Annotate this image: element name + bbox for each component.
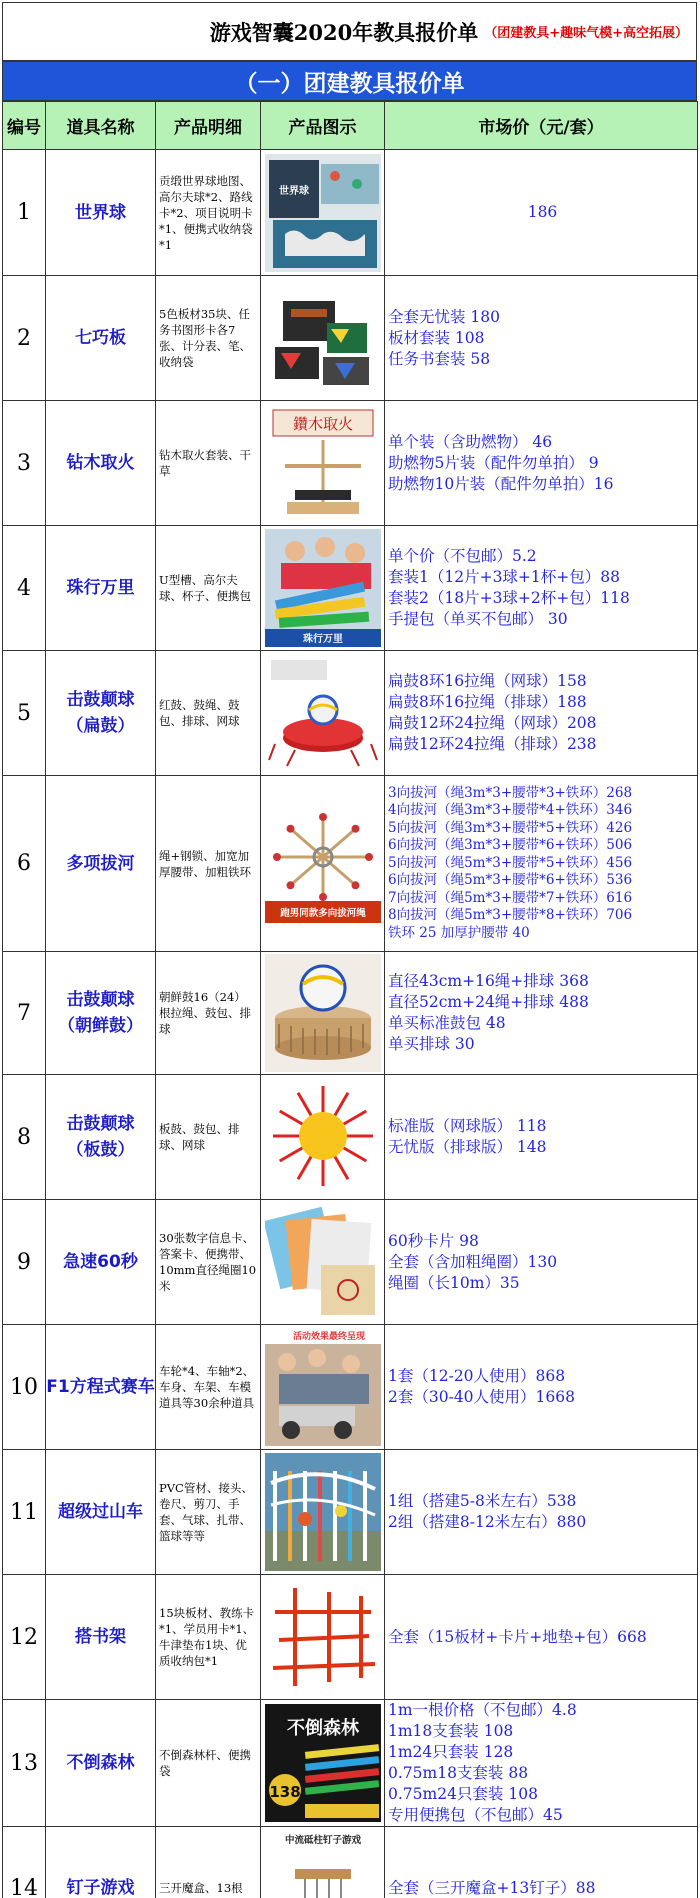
price-line: 5向拔河（绳5m*3+腰带*5+铁环）456 [388,854,633,871]
bookshelf-boards-photo [265,1578,381,1696]
sheet-title: 游戏智囊2020年教具报价单 [209,19,479,45]
item-number: 4 [3,526,46,651]
item-name-line: 超级过山车 [58,1502,143,1522]
price-line: 标准版（网球版） 118 [388,1117,547,1135]
price-line: 助燃物5片装（配件勿单拍） 9 [388,453,599,472]
price-line: 无忧版（排球版） 148 [388,1138,547,1156]
u-channel-game-photo [265,529,381,647]
item-image-cell [261,401,385,526]
item-price [385,1075,698,1200]
item-name-line: 七巧板 [75,328,126,348]
item-number: 10 [3,1325,46,1450]
roller-coaster-pipes-photo [265,1453,381,1571]
item-detail: 红鼓、鼓绳、鼓包、排球、网球 [156,651,261,776]
nail-game-photo [265,1829,381,1898]
item-name [46,276,156,401]
item-name-line: 击鼓颠球 [66,690,135,710]
item-image-cell [261,1200,385,1325]
price-line: 1m一根价格（不包邮）4.8 [388,1701,577,1719]
item-price [385,1575,698,1700]
item-detail: 不倒森林杆、便携袋 [156,1700,261,1827]
svg-text:不倒森林: 不倒森林 [286,1718,359,1739]
item-detail: 板鼓、鼓包、排球、网球 [156,1075,261,1200]
price-line: 0.75m18支套装 88 [388,1764,529,1782]
price-line: 8向拔河（绳5m*3+腰带*8+铁环）706 [388,907,633,924]
item-price [385,401,698,526]
board-drum-photo [265,1078,381,1196]
item-image-cell [261,1325,385,1450]
item-number: 9 [3,1200,46,1325]
title-bar [2,2,697,61]
item-detail: 5色板材35块、任务书图形卡各7张、计分表、笔、收纳袋 [156,276,261,401]
item-number: 3 [3,401,46,526]
item-number: 11 [3,1450,46,1575]
item-name-line: 急速60秒 [63,1252,138,1272]
item-detail: 15块板材、教练卡*1、学员用卡*1、牛津垫布1块、优质收纳包*1 [156,1575,261,1700]
item-image-cell [261,776,385,952]
table-row [3,651,698,776]
item-name [46,1325,156,1450]
price-line: 助燃物10片装（配件勿单拍）16 [388,474,614,493]
item-detail: 绳+钢锁、加宽加厚腰带、加粗铁环 [156,776,261,952]
item-name-line: （朝鲜鼓） [58,1016,143,1036]
table-row [3,276,698,401]
item-name-line: 不倒森林 [66,1753,135,1773]
item-image-cell [261,276,385,401]
item-number: 1 [3,150,46,276]
price-line: 全套（含加粗绳圈）130 [388,1252,558,1271]
standing-forest-poles-photo [265,1704,381,1822]
svg-text:鑽木取火: 鑽木取火 [292,415,353,433]
item-detail: U型槽、高尔夫球、杯子、便携包 [156,526,261,651]
f1-race-car-photo [265,1328,381,1446]
sheet-subtitle: （团建教具+趣味气模+高空拓展） [484,26,688,41]
item-name [46,776,156,952]
item-name [46,526,156,651]
sixty-seconds-cards-photo [265,1203,381,1321]
item-name-line: （板鼓） [66,1140,135,1160]
price-line: 全套（15板材+卡片+地垫+包）668 [388,1627,647,1646]
svg-text:珠行万里: 珠行万里 [302,634,343,645]
price-line: 套装1（12片+3球+1杯+包）88 [388,568,620,586]
item-name [46,1075,156,1200]
price-line: 手提包（单买不包邮） 30 [388,610,568,628]
item-number: 8 [3,1075,46,1200]
price-line: 3向拔河（绳3m*3+腰带*3+铁环）268 [388,784,633,801]
price-line: 绳圈（长10m）35 [388,1273,520,1292]
item-number: 14 [3,1827,46,1898]
item-name [46,1827,156,1898]
price-line: 4向拔河（绳3m*3+腰带*4+铁环）346 [388,802,633,819]
item-price [385,952,698,1075]
price-line: 6向拔河（绳3m*3+腰带*6+铁环）506 [388,837,633,854]
price-line: 1套（12-20人使用）868 [388,1367,566,1385]
item-price [385,776,698,952]
item-detail: PVC管材、接头、卷尺、剪刀、手套、气球、扎带、篮球等等 [156,1450,261,1575]
price-line: 扁鼓8环16拉绳（排球）188 [388,693,587,711]
header-number: 编号 [3,102,46,150]
drum-bounce-flat-photo [265,654,381,772]
item-name [46,1450,156,1575]
item-price [385,1200,698,1325]
item-image-cell [261,1450,385,1575]
table-row [3,776,698,952]
item-name-line: 多项拔河 [66,853,135,874]
price-line: 单个价（不包邮）5.2 [388,547,537,565]
item-price [385,1450,698,1575]
table-row [3,952,698,1075]
item-price [385,651,698,776]
korean-drum-photo [265,954,381,1072]
svg-text:中流砥柱钉子游戏: 中流砥柱钉子游戏 [284,1835,361,1846]
item-image-cell [261,952,385,1075]
price-line: 直径43cm+16绳+排球 368 [388,972,589,990]
item-image-cell [261,1075,385,1200]
multi-tug-of-war-photo [265,805,381,923]
item-number: 2 [3,276,46,401]
item-number: 7 [3,952,46,1075]
table-row [3,1827,698,1898]
price-line: 2组（搭建8-12米左右）880 [388,1513,587,1531]
item-image-cell [261,150,385,276]
item-name-line: F1方程式赛车 [46,1377,155,1397]
price-line: 板材套装 108 [388,328,485,347]
item-image-cell [261,651,385,776]
price-line: 套装2（18片+3球+2杯+包）118 [388,589,630,607]
item-name-line: 击鼓颠球 [66,1114,135,1134]
svg-text:活动效果最终呈现: 活动效果最终呈现 [292,1332,365,1342]
item-detail: 钻木取火套装、干草 [156,401,261,526]
item-price [385,1827,698,1898]
item-name [46,651,156,776]
item-name [46,1575,156,1700]
item-name [46,952,156,1075]
item-image-cell [261,1575,385,1700]
item-name-line: 世界球 [75,202,126,223]
price-line: 1组（搭建5-8米左右）538 [388,1492,577,1510]
table-row [3,1200,698,1325]
price-line: 扁鼓12环24拉绳（网球）208 [388,714,597,732]
header-product-image: 产品图示 [261,102,385,150]
item-number: 5 [3,651,46,776]
table-row [3,1325,698,1450]
item-name [46,1200,156,1325]
price-line: 单买排球 30 [388,1035,475,1053]
table-row [3,150,698,276]
item-name-line: 搭书架 [75,1627,126,1647]
item-name [46,1700,156,1827]
price-line: 任务书套装 58 [388,349,491,368]
item-detail: 三开魔盒、13根 [156,1827,261,1898]
item-detail: 30张数字信息卡、答案卡、便携带、10mm直径绳圈10米 [156,1200,261,1325]
table-row [3,1450,698,1575]
item-name [46,401,156,526]
table-row [3,1575,698,1700]
svg-text:世界球: 世界球 [278,185,309,197]
header-item-name: 道具名称 [46,102,156,150]
item-price [385,1325,698,1450]
item-name-line: 击鼓颠球 [66,990,135,1010]
svg-text:跑男同款多向拔河绳: 跑男同款多向拔河绳 [279,907,366,919]
section-header: （一）团建教具报价单 [2,61,697,101]
header-product-detail: 产品明细 [156,102,261,150]
price-line: 5向拔河（绳3m*3+腰带*5+铁环）426 [388,819,633,836]
header-market-price: 市场价（元/套） [385,102,698,150]
item-detail: 车轮*4、车轴*2、车身、车架、车模道具等30余种道具 [156,1325,261,1450]
item-number: 6 [3,776,46,952]
item-detail: 朝鲜鼓16（24）根拉绳、鼓包、排球 [156,952,261,1075]
world-map-product-photo [265,154,381,272]
item-price [385,526,698,651]
svg-text:138: 138 [268,1783,301,1801]
price-line: 60秒卡片 98 [388,1231,479,1250]
item-price [385,1700,698,1827]
price-line: 专用便携包（不包邮）45 [388,1806,563,1824]
fire-drill-kit-photo [265,404,381,522]
price-line: 扁鼓12环24拉绳（排球）238 [388,735,597,753]
price-line: 2套（30-40人使用）1668 [388,1388,575,1406]
table-row [3,1075,698,1200]
price-line: 直径52cm+24绳+排球 488 [388,993,589,1011]
item-name-line: 珠行万里 [66,578,135,598]
price-line: 全套无忧装 180 [388,307,501,326]
price-table [2,101,698,1898]
item-number: 12 [3,1575,46,1700]
price-line: 1m24只套装 128 [388,1743,514,1761]
item-name-line: 钻木取火 [66,453,135,473]
item-image-cell [261,1827,385,1898]
table-row [3,1700,698,1827]
item-price [385,276,698,401]
price-line: 全套（三开魔盒+13钉子）88 [388,1878,596,1897]
price-line: 铁环 25 加厚护腰带 40 [388,924,530,941]
table-header-row [3,102,698,150]
price-line: 扁鼓8环16拉绳（网球）158 [388,672,587,690]
item-image-cell [261,526,385,651]
item-name-line: （扁鼓） [66,716,135,736]
price-line: 186 [527,203,558,221]
item-price [385,150,698,276]
table-row [3,401,698,526]
item-number: 13 [3,1700,46,1827]
item-detail: 贡缎世界球地图、高尔夫球*2、路线卡*2、项目说明卡*1、便携式收纳袋*1 [156,150,261,276]
item-name [46,150,156,276]
item-image-cell [261,1700,385,1827]
price-line: 单个装（含助燃物） 46 [388,432,553,451]
price-line: 6向拔河（绳5m*3+腰带*6+铁环）536 [388,872,633,889]
price-line: 单买标准鼓包 48 [388,1014,506,1032]
tangram-boards-photo [265,279,381,397]
table-row [3,526,698,651]
price-line: 7向拔河（绳5m*3+腰带*7+铁环）616 [388,889,633,906]
item-name-line: 钉子游戏 [66,1878,135,1898]
price-line: 0.75m24只套装 108 [388,1785,538,1803]
price-line: 1m18支套装 108 [388,1722,514,1740]
